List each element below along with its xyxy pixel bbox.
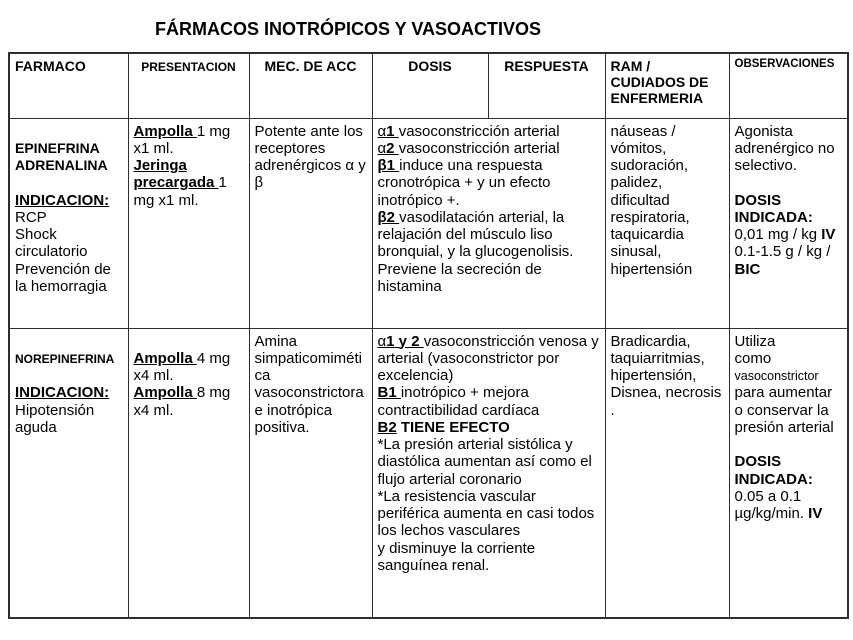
- drug-table: [8, 52, 849, 619]
- epinefrina-observaciones-cell: [729, 118, 848, 328]
- paragraph: [15, 192, 123, 209]
- epinefrina-ram-cell: [605, 118, 729, 328]
- epinefrina-dosis-respuesta-cell: [372, 118, 605, 328]
- text-run: induce una respuesta cronotrópica + y un efecto inotrópico +.: [377, 157, 551, 209]
- col-header-presentacion: PRESENTACION: [128, 53, 249, 118]
- col-header-mec-de-acc: MEC. DE ACC: [249, 53, 372, 118]
- paragraph: [611, 123, 724, 278]
- paragraph: [15, 333, 123, 350]
- paragraph: [15, 140, 123, 175]
- text-run: B2: [377, 418, 397, 436]
- paragraph: [255, 333, 367, 437]
- col-header-farmaco: FARMACO: [9, 53, 128, 118]
- paragraph: [15, 384, 123, 401]
- paragraph: [735, 436, 843, 453]
- paragraph: [378, 333, 600, 385]
- text-run: 0.1-1.5 g / kg /: [734, 243, 831, 261]
- text-run: β1: [377, 157, 400, 174]
- text-run: Ampolla: [133, 349, 197, 367]
- text-run: *La presión arterial sistólica y diastólica aumentan así como el flujo arterial coronario: [377, 436, 592, 488]
- col-header-respuesta: RESPUESTA: [488, 53, 605, 118]
- paragraph: [134, 384, 244, 419]
- paragraph: [15, 174, 123, 191]
- norepinefrina-mec-de-acc-cell: [249, 328, 372, 618]
- text-run: 8 mg x4 ml.: [133, 384, 231, 419]
- paragraph: [735, 123, 843, 175]
- paragraph: [735, 226, 843, 243]
- text-run: α: [377, 139, 387, 157]
- norepinefrina-ram-cell: [605, 328, 729, 618]
- paragraph: [15, 226, 123, 261]
- paragraph: [15, 367, 123, 384]
- text-run: α: [377, 332, 387, 350]
- paragraph: [378, 419, 600, 436]
- paragraph: [15, 261, 123, 296]
- paragraph: [134, 157, 244, 209]
- text-run: vasoconstrictor: [734, 369, 819, 383]
- norepinefrina-dosis-respuesta-cell: [372, 328, 605, 618]
- paragraph: [134, 333, 244, 350]
- text-run: inotrópico + mejora contractibilidad cardíaca: [377, 384, 540, 419]
- text-run: Ampolla: [133, 122, 197, 140]
- paragraph: [134, 350, 244, 385]
- paragraph: [378, 540, 600, 575]
- text-run: náuseas / vómitos, sudoración, palidez, dificultad respiratoria, taquicardia sinusal, hipertensión: [610, 122, 693, 278]
- paragraph: [735, 384, 843, 436]
- text-run: 1 mg x1 ml.: [133, 122, 231, 157]
- drug-row-norepinefrina: [9, 328, 848, 618]
- text-run: Amina simpaticomimética vasoconstrictora e inotrópica positiva.: [254, 332, 364, 436]
- paragraph: [378, 157, 600, 209]
- text-run: DOSIS INDICADA:: [734, 191, 813, 226]
- paragraph: [134, 123, 244, 158]
- paragraph: [735, 174, 843, 191]
- text-run: vasoconstricción arterial: [398, 122, 560, 140]
- text-run: Potente ante los receptores adrenérgicos α y β: [254, 122, 366, 192]
- text-run: 2: [386, 139, 399, 157]
- norepinefrina-farmaco-cell: [9, 328, 128, 618]
- text-run: Shock circulatorio: [15, 226, 88, 261]
- text-run: Ampolla: [133, 384, 197, 402]
- epinefrina-farmaco-cell: [9, 118, 128, 328]
- page-title: FÁRMACOS INOTRÓPICOS Y VASOACTIVOS: [155, 19, 542, 39]
- paragraph: [611, 333, 724, 419]
- paragraph: [735, 453, 843, 488]
- text-run: β2: [377, 208, 400, 226]
- text-run: Utiliza: [734, 332, 776, 350]
- text-run: *La resistencia vascular periférica aumenta en casi todos los lechos vasculares: [377, 487, 595, 540]
- paragraph: [15, 350, 123, 367]
- paragraph: [15, 402, 123, 437]
- paragraph: [378, 488, 600, 540]
- col-header-dosis: DOSIS: [372, 53, 488, 118]
- norepinefrina-observaciones-cell: [729, 328, 848, 618]
- drug-row-epinefrina: [9, 118, 848, 328]
- paragraph: [735, 488, 843, 523]
- text-run: como: [734, 349, 772, 367]
- paragraph: [735, 367, 843, 384]
- paragraph: [378, 209, 600, 295]
- text-run: NOREPINEFRINA: [15, 351, 115, 366]
- col-header-ram-cuidados: RAM / CUDIADOS DE ENFERMERIA: [605, 53, 729, 118]
- paragraph: [735, 333, 843, 350]
- text-run: y disminuye la corriente sanguínea renal.: [377, 539, 536, 574]
- paragraph: [378, 384, 600, 419]
- text-run: vasoconstricción venosa y arterial (vasoconstrictor por excelencia): [377, 332, 599, 384]
- text-run: 1 mg x1 ml.: [133, 174, 227, 209]
- paragraph: [378, 140, 600, 157]
- text-run: EPINEFRINA ADRENALINA: [15, 139, 108, 173]
- text-run: 0.05 a 0.1 µg/kg/min.: [734, 487, 809, 522]
- text-run: RCP: [15, 208, 47, 226]
- paragraph: [255, 123, 367, 192]
- text-run: 1 y 2: [386, 332, 424, 350]
- norepinefrina-presentacion-cell: [128, 328, 249, 618]
- paragraph: [15, 123, 123, 140]
- text-run: 4 mg x4 ml.: [133, 349, 231, 384]
- text-run: vasoconstricción arterial: [398, 139, 560, 157]
- text-run: para aumentar o conservar la presión arterial: [734, 384, 834, 436]
- text-run: BIC: [734, 260, 761, 278]
- paragraph: [378, 436, 600, 488]
- text-run: INDICACION:: [15, 191, 110, 209]
- paragraph: [378, 123, 600, 140]
- text-run: Jeringa precargada: [133, 157, 219, 192]
- text-run: B1: [377, 384, 401, 402]
- text-run: Prevención de la hemorragia: [15, 260, 111, 295]
- paragraph: [735, 350, 843, 367]
- text-run: INDICACION:: [15, 384, 110, 402]
- epinefrina-presentacion-cell: [128, 118, 249, 328]
- table-header-row: [9, 53, 848, 118]
- text-run: α: [377, 122, 387, 140]
- text-run: vasodilatación arterial, la relajación del músculo liso bronquial, y la glucogenolisis. Previene la secreción de histamina: [377, 208, 574, 295]
- text-run: Bradicardia, taquiarritmias, hipertensión, Disnea, necrosis .: [610, 332, 722, 419]
- paragraph: [735, 192, 843, 227]
- text-run: IV: [808, 505, 823, 522]
- col-header-observaciones: OBSERVACIONES: [729, 53, 848, 118]
- epinefrina-mec-de-acc-cell: [249, 118, 372, 328]
- text-run: Hipotensión aguda: [15, 401, 95, 436]
- text-run: IV: [821, 226, 836, 243]
- text-run: DOSIS INDICADA:: [734, 453, 813, 488]
- text-run: Agonista adrenérgico no selectivo.: [734, 122, 835, 174]
- paragraph: [15, 209, 123, 226]
- text-run: TIENE EFECTO: [396, 418, 510, 436]
- text-run: 0,01 mg / kg: [734, 226, 822, 243]
- text-run: 1: [386, 122, 399, 140]
- paragraph: [735, 243, 843, 278]
